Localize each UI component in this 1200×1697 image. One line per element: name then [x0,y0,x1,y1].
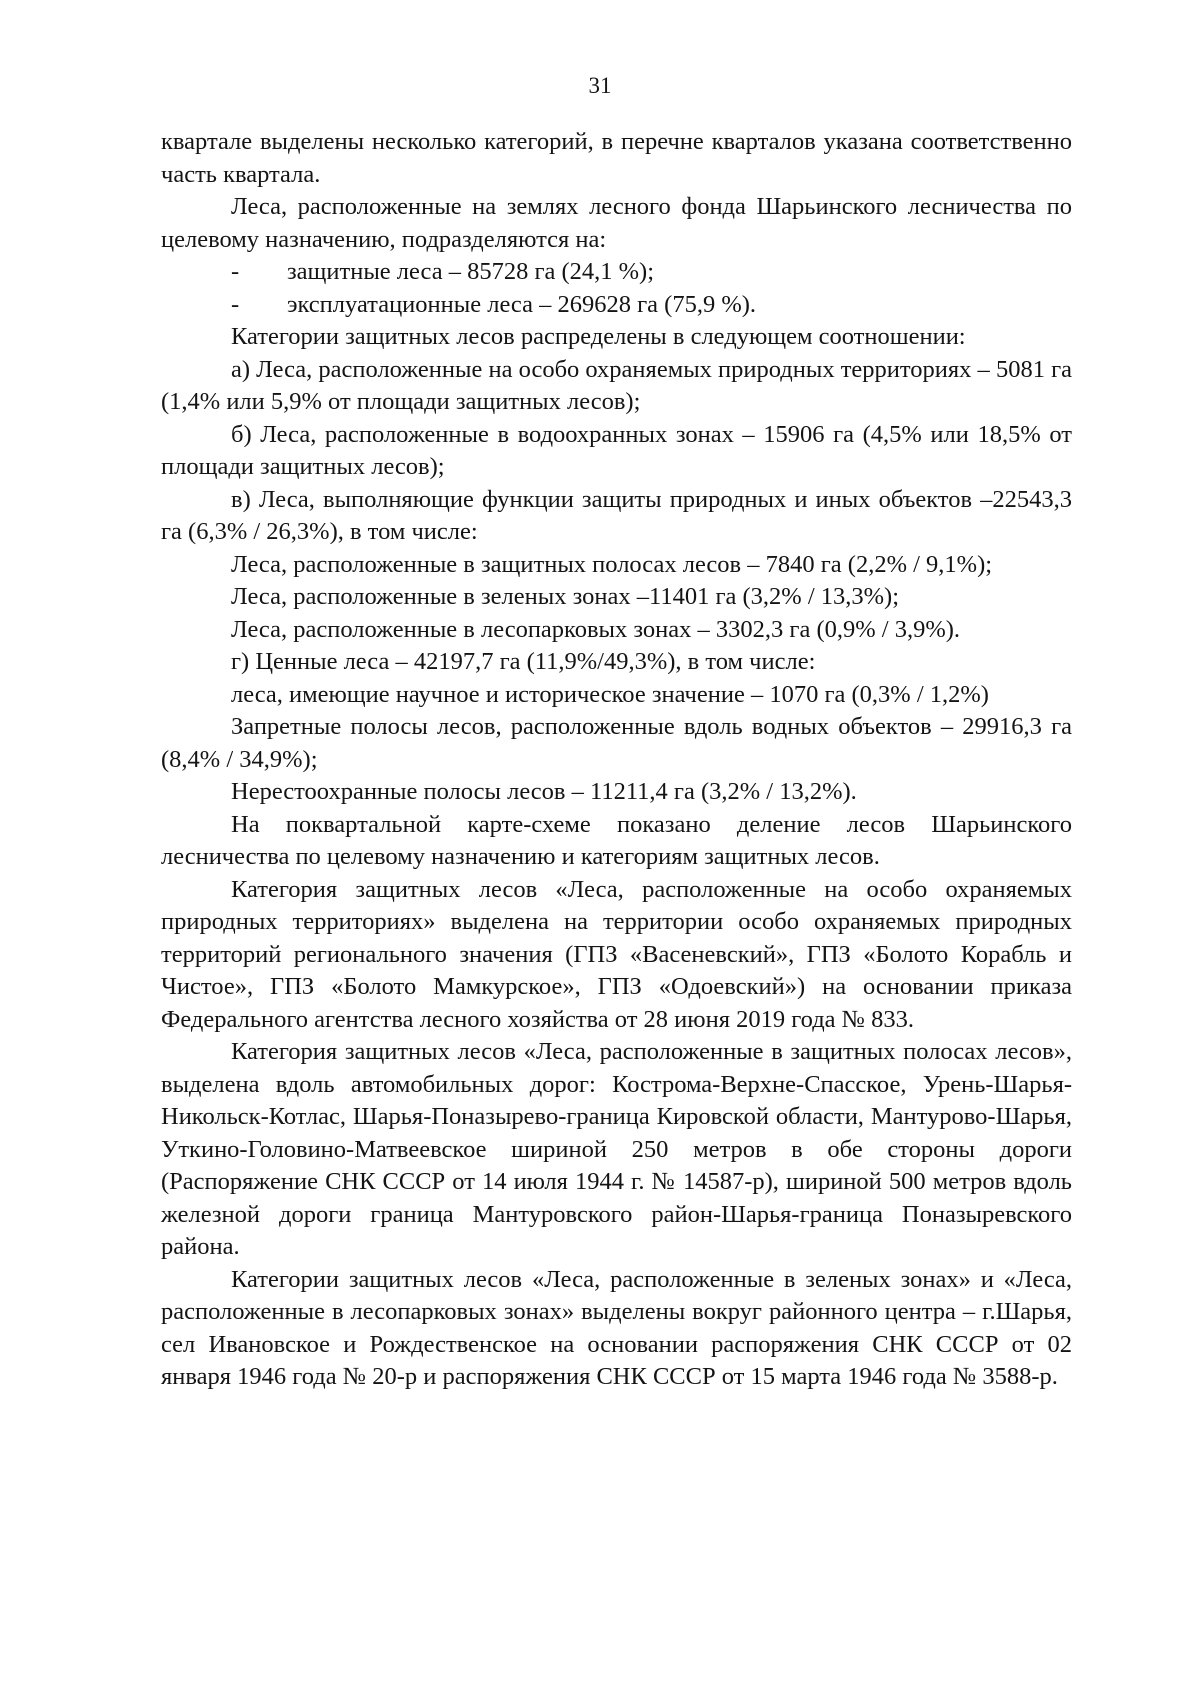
list-item-text: защитные леса – 85728 га (24,1 %); [287,258,655,285]
paragraph: Нерестоохранные полосы лесов – 11211,4 га (3,2% / 13,2%). [231,778,857,805]
list-dash: - [231,258,240,285]
paragraph: Категория защитных лесов «Леса, расположенные на особо охраняемых природных территориях» выделена на территории особо охраняемых природных территорий регионального значения (ГПЗ «Васеневский», ГПЗ «Болото Корабль и Чистое», ГПЗ «Болото Мамкурское», ГПЗ «Одоевский») на основании приказа Федерального агентства лесного хозяйства от 28 июня 2019 года № 833. [161,875,1072,1033]
document-body [161,126,1072,1394]
paragraph: Леса, расположенные на землях лесного фонда Шарьинского лесничества по целевому назначению, подразделяются на: [161,193,1072,253]
paragraph: Категория защитных лесов «Леса, расположенные в защитных полосах лесов», выделена вдоль автомобильных дорог: Кострома-Верхне-Спасское, Урень-Шарья-Никольск-Котлас, Шарья-Поназырево-граница Кировской области, Мантурово-Шарья, Уткино-Головино-Матвеевское шириной 250 метров в обе стороны дороги (Распоряжение СНК СССР от 14 июля 1944 г. № 14587-р), шириной 500 метров вдоль железной дороги граница Мантуровского район-Шарья-граница Поназыревского района. [161,1038,1072,1260]
paragraph: Леса, расположенные в зеленых зонах –11401 га (3,2% / 13,3%); [231,583,899,610]
paragraph: в) Леса, выполняющие функции защиты природных и иных объектов –22543,3 га (6,3% / 26,3%), в том числе: [161,485,1072,545]
list-item [161,256,1072,289]
paragraph: б) Леса, расположенные в водоохранных зонах – 15906 га (4,5% или 18,5% от площади защитных лесов); [161,420,1072,480]
paragraph: Категории защитных лесов «Леса, расположенные в зеленых зонах» и «Леса, расположенные в лесопарковых зонах» выделены вокруг районного центра – г.Шарья, сел Ивановское и Рождественское на основании распоряжения СНК СССР от 02 января 1946 года № 20-р и распоряжения СНК СССР от 15 марта 1946 года № 3588-р. [161,1265,1072,1390]
list-item-text: эксплуатационные леса – 269628 га (75,9 %). [287,290,757,318]
paragraph: Категории защитных лесов распределены в следующем соотношении: [231,323,966,350]
paragraph: Леса, расположенные в лесопарковых зонах – 3302,3 га (0,9% / 3,9%). [231,615,961,643]
paragraph: леса, имеющие научное и историческое значение – 1070 га (0,3% / 1,2%) [231,680,989,708]
list-dash: - [231,290,240,318]
paragraph: На поквартальной карте-схеме показано деление лесов Шарьинского лесничества по целевому назначению и категориям защитных лесов. [161,810,1072,870]
paragraph-continuation: квартале выделены несколько категорий, в перечне кварталов указана соответственно часть квартала. [161,128,1072,188]
paragraph: а) Леса, расположенные на особо охраняемых природных территориях – 5081 га (1,4% или 5,9% от площади защитных лесов); [161,355,1072,415]
page-number: 31 [588,73,612,98]
paragraph: г) Ценные леса – 42197,7 га (11,9%/49,3%), в том числе: [231,648,816,675]
paragraph: Леса, расположенные в защитных полосах лесов – 7840 га (2,2% / 9,1%); [231,550,993,578]
list-item [161,289,1072,322]
paragraph: Запретные полосы лесов, расположенные вдоль водных объектов – 29916,3 га (8,4% / 34,9%); [161,713,1072,773]
